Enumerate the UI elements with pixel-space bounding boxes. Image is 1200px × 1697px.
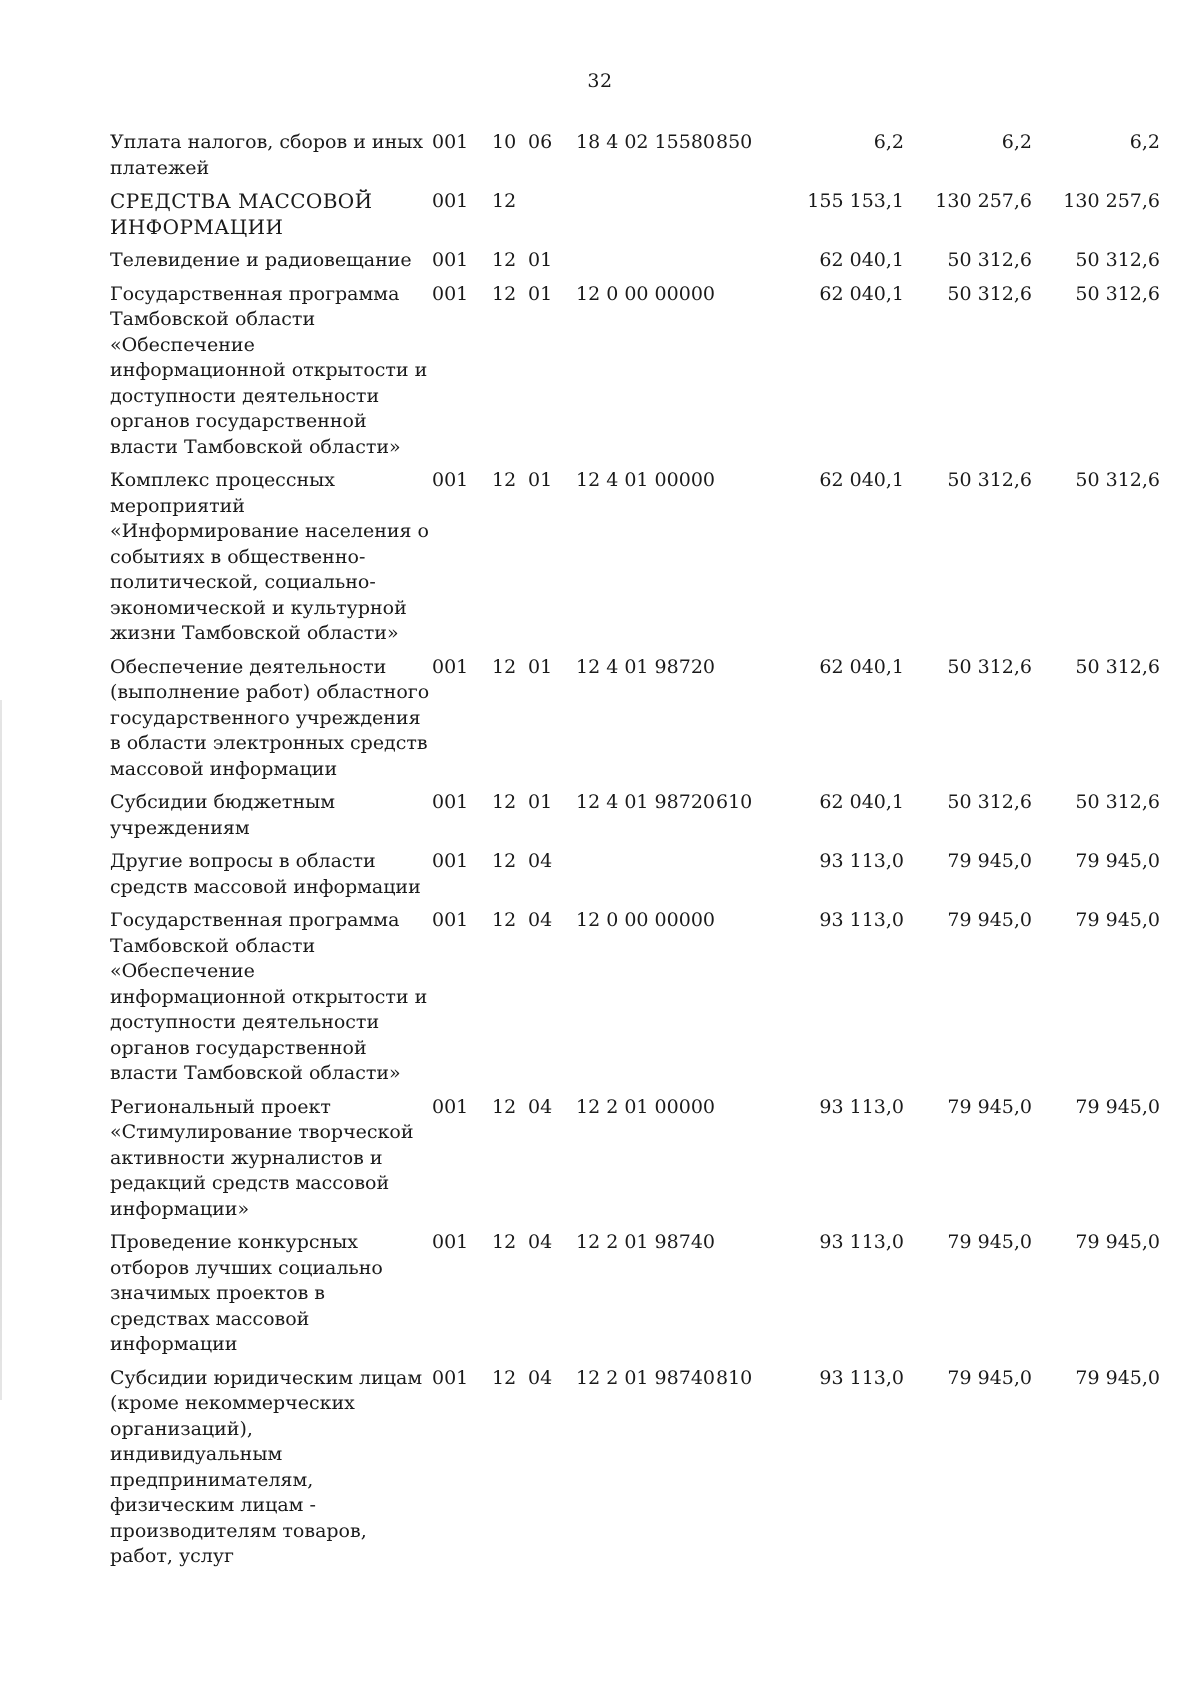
row-sum-3: 50 312,6	[1075, 655, 1160, 678]
row-sum-1: 93 113,0	[819, 1231, 904, 1253]
row-section: 12	[492, 469, 517, 491]
row-section: 12	[492, 249, 517, 271]
row-subsection: 01	[528, 469, 553, 491]
row-target-article: 18 4 02 15580	[576, 131, 716, 153]
table-row	[110, 1366, 1180, 1570]
row-name: Региональный проект «Стимулирование творческой активности журналистов и редакций средств массовой информации»	[110, 1095, 414, 1220]
row-target-article: 12 2 01 98740	[576, 1366, 716, 1389]
row-sum-3: 79 945,0	[1075, 1095, 1160, 1118]
row-target-article: 12 0 00 00000	[576, 909, 716, 931]
table-row	[110, 1095, 1180, 1223]
row-expense-type: 610	[716, 791, 753, 813]
row-grbs: 001	[432, 655, 469, 678]
row-sum-2: 130 257,6	[935, 190, 1032, 212]
row-sum-1: 62 040,1	[819, 249, 904, 271]
row-sum-3: 50 312,6	[1075, 469, 1160, 491]
row-target-article: 12 4 01 98720	[576, 791, 716, 813]
row-sum-1: 93 113,0	[819, 1095, 904, 1118]
row-expense-type: 810	[716, 1366, 753, 1389]
table-row	[110, 908, 1180, 1087]
table-row	[110, 1230, 1180, 1358]
row-expense-type: 850	[716, 131, 753, 153]
row-section: 10	[492, 131, 517, 153]
page-number: 32	[587, 70, 613, 92]
row-subsection: 04	[528, 850, 553, 872]
row-grbs: 001	[432, 1231, 469, 1253]
table-row	[110, 282, 1180, 461]
row-section: 12	[492, 1095, 517, 1118]
row-name: Телевидение и радиовещание	[110, 249, 412, 271]
row-subsection: 06	[528, 131, 553, 153]
scan-edge-shadow	[0, 700, 2, 1400]
row-section: 12	[492, 655, 517, 678]
row-subsection: 04	[528, 909, 553, 931]
row-grbs: 001	[432, 131, 469, 153]
row-name: Субсидии юридическим лицам (кроме некоммерческих организаций), индивидуальным предпринимателям, физическим лицам - производителям товаров, работ, услуг	[110, 1366, 423, 1567]
row-grbs: 001	[432, 791, 469, 813]
row-sum-3: 79 945,0	[1075, 1231, 1160, 1253]
table-row	[110, 468, 1180, 647]
row-sum-2: 6,2	[1001, 131, 1032, 153]
row-sum-1: 62 040,1	[819, 791, 904, 813]
row-sum-2: 50 312,6	[947, 249, 1032, 271]
row-name: Субсидии бюджетным учреждениям	[110, 791, 336, 839]
row-sum-3: 79 945,0	[1075, 1366, 1160, 1389]
row-target-article: 12 4 01 00000	[576, 469, 716, 491]
row-sum-1: 6,2	[873, 131, 904, 153]
row-subsection: 01	[528, 249, 553, 271]
row-section: 12	[492, 850, 517, 872]
row-name: СРЕДСТВА МАССОВОЙ ИНФОРМАЦИИ	[110, 189, 373, 239]
row-sum-3: 79 945,0	[1075, 850, 1160, 872]
row-target-article: 12 0 00 00000	[576, 282, 716, 305]
row-subsection: 01	[528, 791, 553, 813]
row-grbs: 001	[432, 850, 469, 872]
row-name: Комплекс процессных мероприятий «Информирование населения о событиях в общественно-политической, социально-экономической и культурной жизни Тамбовской области»	[110, 469, 429, 644]
row-sum-2: 79 945,0	[947, 909, 1032, 931]
row-subsection: 04	[528, 1095, 553, 1118]
row-target-article: 12 2 01 00000	[576, 1095, 716, 1118]
table-row	[110, 248, 1180, 274]
table-row	[110, 189, 1180, 240]
row-grbs: 001	[432, 249, 469, 271]
row-subsection: 01	[528, 282, 553, 305]
row-name: Государственная программа Тамбовской области «Обеспечение информационной открытости и доступности деятельности органов государственной власти Тамбовской области»	[110, 909, 428, 1084]
row-sum-2: 79 945,0	[947, 1095, 1032, 1118]
row-name: Проведение конкурсных отборов лучших социально значимых проектов в средствах массовой информации	[110, 1231, 383, 1355]
row-sum-3: 6,2	[1129, 131, 1160, 153]
row-sum-2: 50 312,6	[947, 791, 1032, 813]
row-sum-2: 79 945,0	[947, 1366, 1032, 1389]
row-sum-3: 79 945,0	[1075, 909, 1160, 931]
row-sum-1: 93 113,0	[819, 909, 904, 931]
table-row	[110, 849, 1180, 900]
row-section: 12	[492, 791, 517, 813]
row-grbs: 001	[432, 909, 469, 931]
row-name: Государственная программа Тамбовской области «Обеспечение информационной открытости и доступности деятельности органов государственной власти Тамбовской области»	[110, 282, 428, 458]
row-section: 12	[492, 1231, 517, 1253]
row-sum-1: 62 040,1	[819, 282, 904, 305]
row-name: Другие вопросы в области средств массовой информации	[110, 850, 421, 898]
row-sum-3: 50 312,6	[1075, 791, 1160, 813]
row-sum-1: 62 040,1	[819, 655, 904, 678]
row-name: Уплата налогов, сборов и иных платежей	[110, 131, 424, 179]
row-sum-2: 50 312,6	[947, 282, 1032, 305]
row-section: 12	[492, 190, 517, 212]
row-sum-1: 62 040,1	[819, 469, 904, 491]
row-sum-2: 50 312,6	[947, 655, 1032, 678]
row-section: 12	[492, 282, 517, 305]
row-section: 12	[492, 909, 517, 931]
row-grbs: 001	[432, 469, 469, 491]
budget-table	[110, 130, 1180, 1578]
table-row	[110, 130, 1180, 181]
row-target-article: 12 2 01 98740	[576, 1231, 716, 1253]
row-sum-3: 50 312,6	[1075, 249, 1160, 271]
row-grbs: 001	[432, 190, 469, 212]
row-sum-1: 93 113,0	[819, 850, 904, 872]
row-sum-1: 93 113,0	[819, 1366, 904, 1389]
row-section: 12	[492, 1366, 517, 1389]
row-grbs: 001	[432, 1095, 469, 1118]
row-subsection: 04	[528, 1366, 553, 1389]
table-row	[110, 655, 1180, 783]
row-sum-2: 50 312,6	[947, 469, 1032, 491]
row-sum-2: 79 945,0	[947, 850, 1032, 872]
table-row	[110, 790, 1180, 841]
row-grbs: 001	[432, 282, 469, 305]
row-subsection: 04	[528, 1231, 553, 1253]
row-sum-3: 130 257,6	[1063, 190, 1160, 212]
row-grbs: 001	[432, 1366, 469, 1389]
row-sum-2: 79 945,0	[947, 1231, 1032, 1253]
row-name: Обеспечение деятельности (выполнение работ) областного государственного учреждения в области электронных средств массовой информации	[110, 655, 430, 780]
row-sum-1: 155 153,1	[807, 190, 904, 212]
row-subsection: 01	[528, 655, 553, 678]
row-target-article: 12 4 01 98720	[576, 655, 716, 678]
row-sum-3: 50 312,6	[1075, 282, 1160, 305]
